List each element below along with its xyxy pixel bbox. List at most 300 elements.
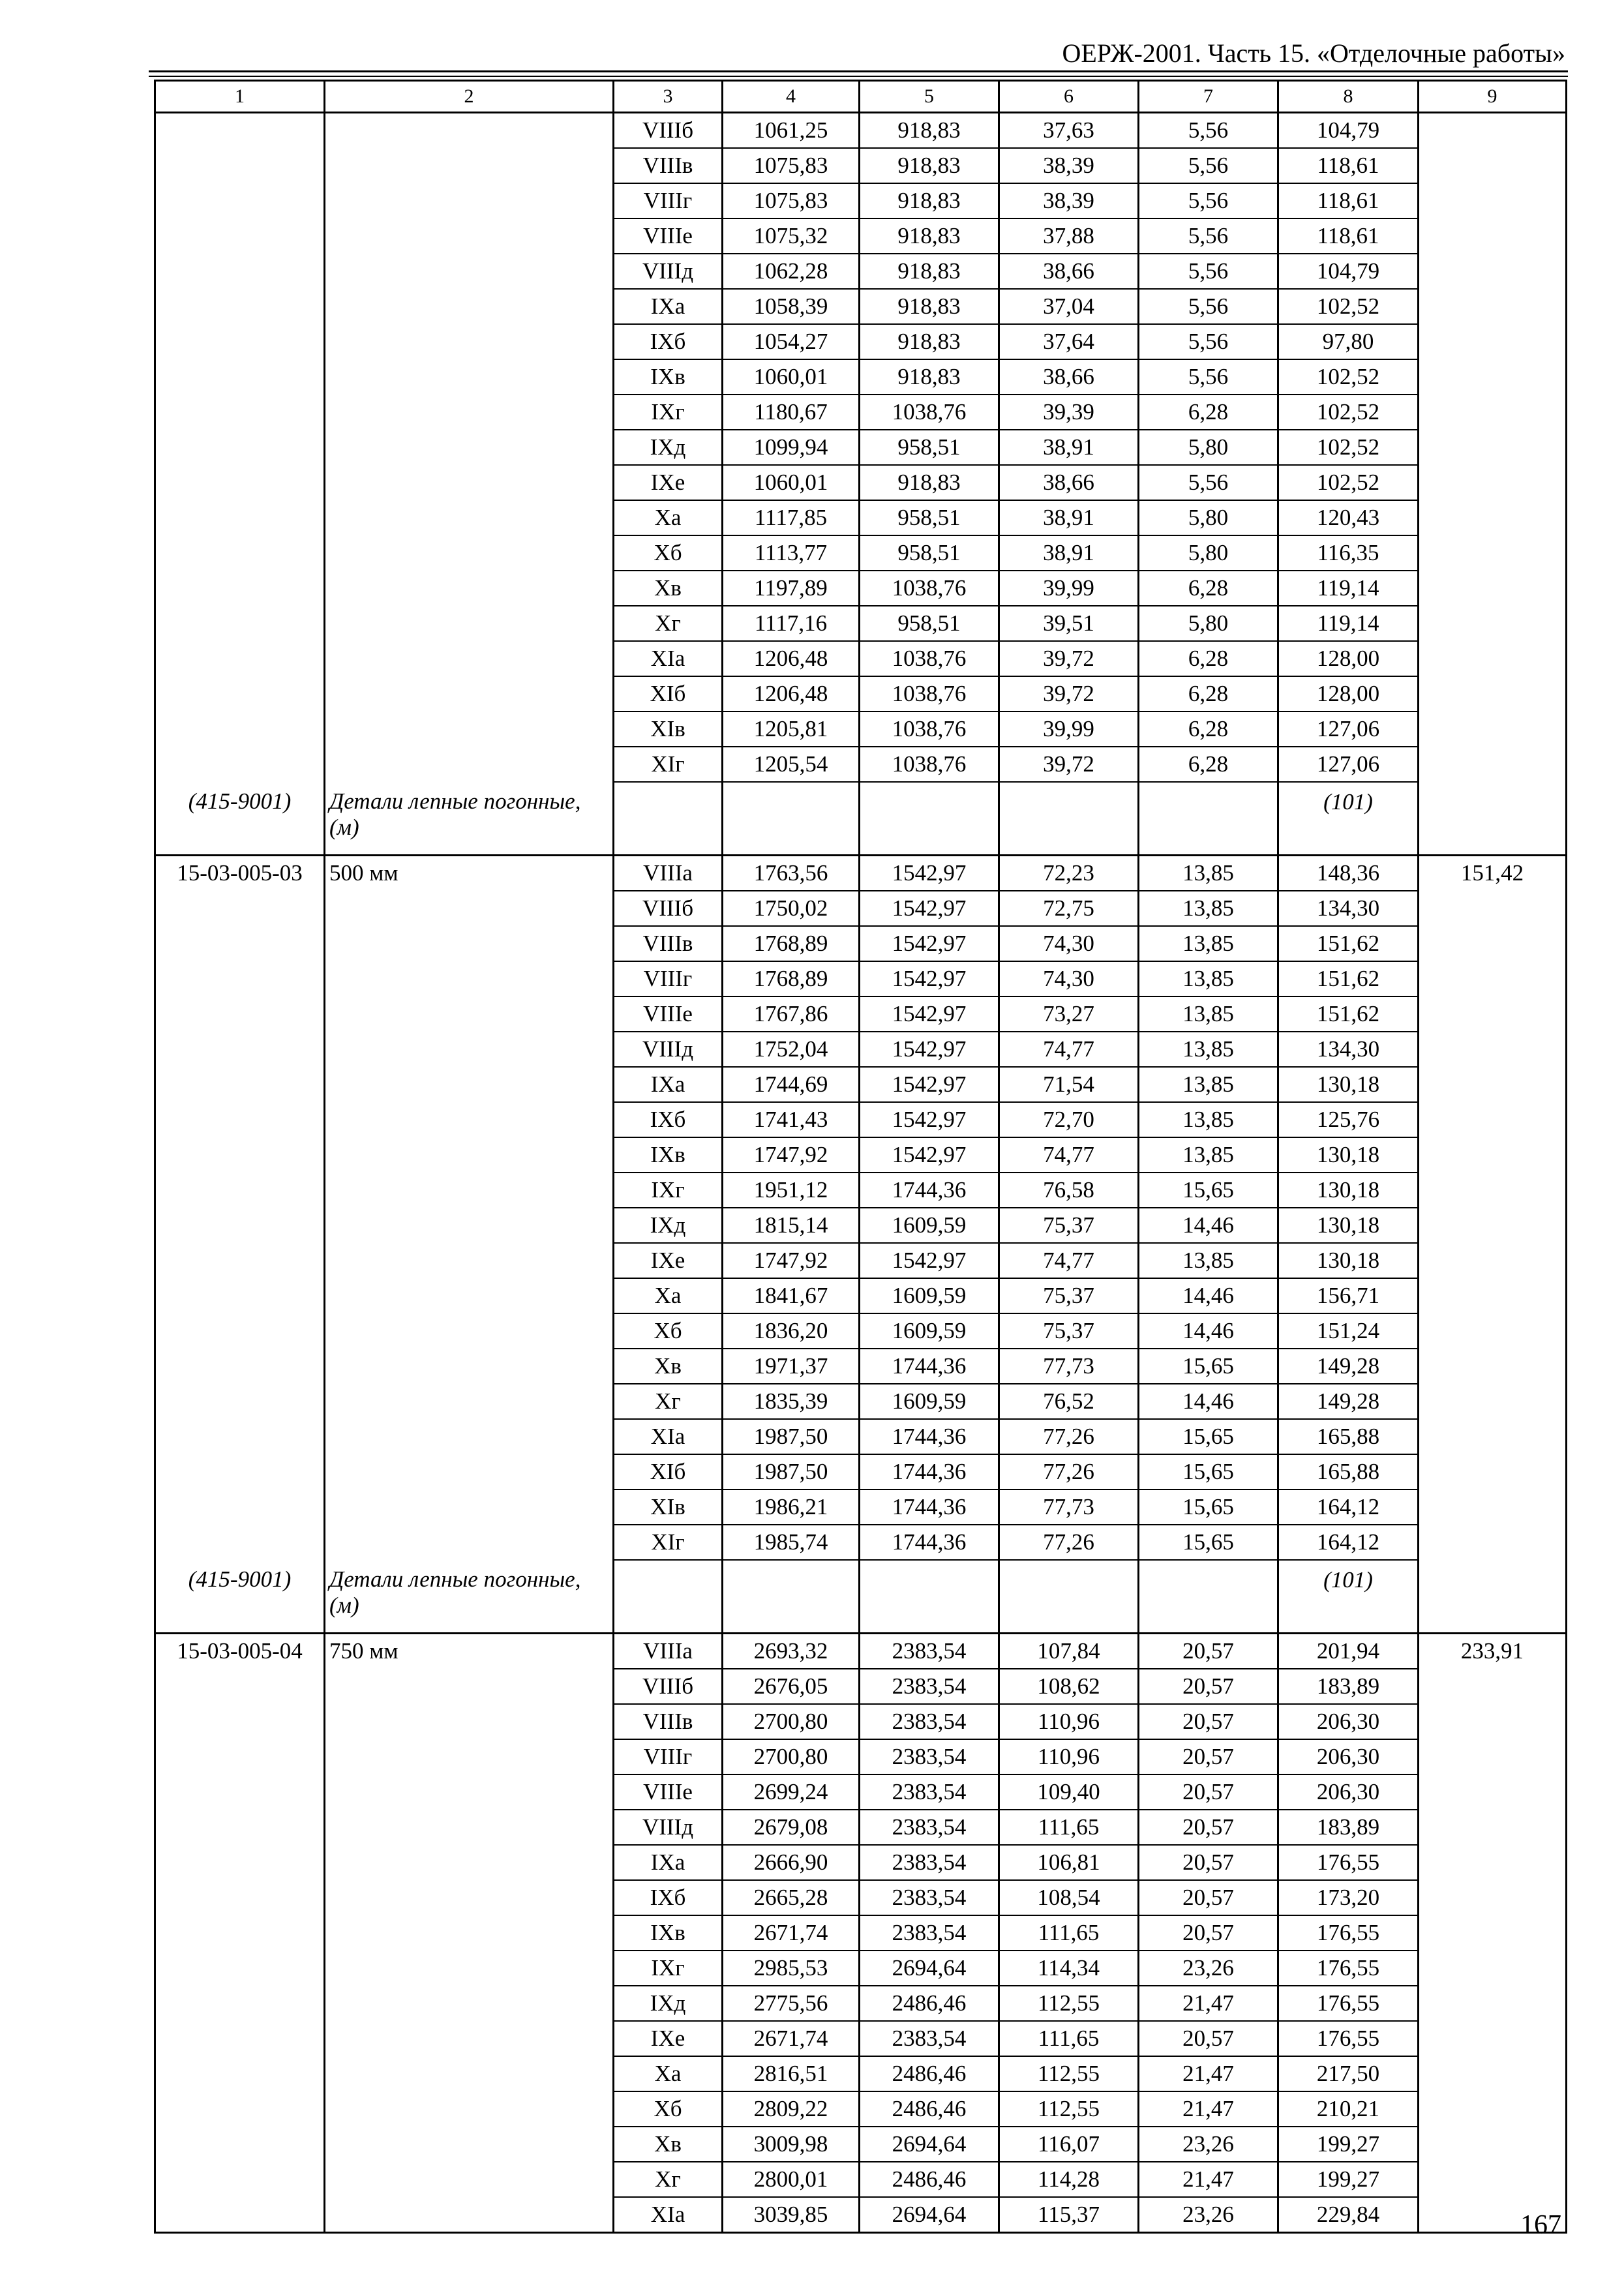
data-cell: 5,56 [1139,324,1278,359]
material-note-row [155,1560,1567,1634]
data-cell: 119,14 [1278,606,1419,641]
table-row [155,500,1567,535]
data-cell: 5,80 [1139,430,1278,465]
data-cell: 2816,51 [723,2056,860,2091]
empty-cell [614,1560,723,1634]
work-name-cell: 500 мм [325,856,614,891]
table-row [155,2091,1567,2127]
data-cell: 5,56 [1139,218,1278,254]
data-cell: 1542,97 [860,1032,999,1067]
total-cell [1419,1349,1567,1384]
data-cell: VIIIа [614,856,723,891]
data-cell: 918,83 [860,289,999,324]
data-cell: 21,47 [1139,2056,1278,2091]
data-cell: 118,61 [1278,183,1419,218]
work-name-cell [325,2021,614,2056]
total-cell [1419,1384,1567,1419]
work-name-cell [325,395,614,430]
data-cell: 1062,28 [723,254,860,289]
rate-code-cell [155,2197,325,2233]
data-cell: 13,85 [1139,1067,1278,1102]
work-name-cell [325,1845,614,1880]
total-cell [1419,606,1567,641]
work-name-cell [325,1986,614,2021]
data-cell: 176,55 [1278,1915,1419,1951]
data-cell: 1075,83 [723,148,860,183]
data-cell: IXд [614,1208,723,1243]
total-cell [1419,641,1567,676]
data-cell: 2671,74 [723,1915,860,1951]
page-number: 167 [1520,2210,1561,2240]
data-cell: 1075,83 [723,183,860,218]
data-cell: Xб [614,1313,723,1349]
data-cell: 229,84 [1278,2197,1419,2233]
data-cell: 958,51 [860,606,999,641]
data-cell: 2671,74 [723,2021,860,2056]
total-cell [1419,1739,1567,1774]
data-cell: 38,39 [999,183,1139,218]
table-row [155,324,1567,359]
data-cell: 38,66 [999,465,1139,500]
rate-code-cell [155,1704,325,1739]
column-header: 3 [614,81,723,113]
empty-cell [860,782,999,856]
work-name-cell [325,2162,614,2197]
data-cell: IXд [614,430,723,465]
work-name-cell [325,1032,614,1067]
material-name-cell: Детали лепные погонные, (м) [325,1560,614,1634]
data-cell: 38,39 [999,148,1139,183]
table-row [155,1704,1567,1739]
material-code-cell: (415-9001) [155,782,325,856]
material-code-cell: (415-9001) [155,1560,325,1634]
data-cell: 206,30 [1278,1704,1419,1739]
total-cell [1419,1915,1567,1951]
work-name-cell [325,926,614,961]
total-cell [1419,2091,1567,2127]
table-row [155,218,1567,254]
data-cell: 199,27 [1278,2162,1419,2197]
total-cell [1419,1986,1567,2021]
material-quantity-cell: (101) [1278,1560,1419,1634]
rate-code-cell [155,324,325,359]
table-row [155,1032,1567,1067]
data-cell: 1060,01 [723,359,860,395]
total-cell [1419,711,1567,747]
empty-cell [723,782,860,856]
data-cell: 2694,64 [860,2197,999,2233]
total-cell [1419,1032,1567,1067]
rate-code-cell [155,1349,325,1384]
data-cell: 176,55 [1278,1845,1419,1880]
data-cell: 5,56 [1139,254,1278,289]
data-cell: 2665,28 [723,1880,860,1915]
data-cell: 77,26 [999,1454,1139,1489]
data-cell: 5,56 [1139,148,1278,183]
data-cell: 13,85 [1139,1137,1278,1173]
total-cell [1419,1774,1567,1810]
column-header: 6 [999,81,1139,113]
data-cell: 1075,32 [723,218,860,254]
empty-cell [999,782,1139,856]
data-cell: 1542,97 [860,926,999,961]
rate-code-cell [155,747,325,782]
data-cell: Xв [614,1349,723,1384]
document-header-title: ОЕРЖ-2001. Часть 15. «Отделочные работы» [1062,38,1565,68]
data-cell: 20,57 [1139,1634,1278,1669]
work-name-cell [325,1774,614,1810]
total-cell [1419,2056,1567,2091]
data-cell: 151,62 [1278,961,1419,996]
data-cell: XIв [614,711,723,747]
rate-code-cell [155,1986,325,2021]
rate-code-cell [155,891,325,926]
rate-code-cell [155,113,325,149]
data-cell: IXе [614,1243,723,1278]
work-name-cell [325,711,614,747]
data-cell: 77,73 [999,1489,1139,1525]
rate-code-cell: 15-03-005-04 [155,1634,325,1669]
data-cell: 74,30 [999,926,1139,961]
data-cell: IXа [614,1067,723,1102]
rate-code-cell [155,711,325,747]
total-cell [1419,996,1567,1032]
data-cell: 20,57 [1139,1739,1278,1774]
data-cell: 75,37 [999,1278,1139,1313]
table-row [155,1173,1567,1208]
column-header: 9 [1419,81,1567,113]
data-cell: 2679,08 [723,1810,860,1845]
table-row [155,1102,1567,1137]
total-cell [1419,1067,1567,1102]
data-cell: 6,28 [1139,676,1278,711]
data-cell: 176,55 [1278,2021,1419,2056]
table-row [155,289,1567,324]
data-cell: 149,28 [1278,1384,1419,1419]
data-cell: 1542,97 [860,891,999,926]
data-cell: 13,85 [1139,961,1278,996]
total-cell [1419,465,1567,500]
data-cell: 201,94 [1278,1634,1419,1669]
table-row [155,535,1567,571]
work-name-cell [325,996,614,1032]
data-cell: 112,55 [999,2091,1139,2127]
table-row [155,1278,1567,1313]
data-cell: 1744,36 [860,1454,999,1489]
data-cell: 2666,90 [723,1845,860,1880]
data-cell: XIб [614,676,723,711]
rate-code-cell [155,1774,325,1810]
data-cell: 176,55 [1278,1951,1419,1986]
work-name-cell [325,1951,614,1986]
data-cell: 2676,05 [723,1669,860,1704]
data-cell: 1180,67 [723,395,860,430]
data-cell: 958,51 [860,500,999,535]
table-row [155,1137,1567,1173]
data-cell: 2694,64 [860,2127,999,2162]
data-cell: VIIIа [614,1634,723,1669]
data-cell: 1768,89 [723,926,860,961]
table-row [155,395,1567,430]
rate-code-cell [155,1915,325,1951]
data-cell: 918,83 [860,218,999,254]
data-cell: 14,46 [1139,1278,1278,1313]
total-cell [1419,535,1567,571]
data-cell: 2383,54 [860,1739,999,1774]
data-cell: 1986,21 [723,1489,860,1525]
total-cell [1419,891,1567,926]
rate-code-cell [155,1525,325,1560]
total-cell [1419,289,1567,324]
rate-code-cell [155,465,325,500]
data-cell: 1117,16 [723,606,860,641]
total-cell [1419,1845,1567,1880]
data-cell: 2383,54 [860,2021,999,2056]
empty-cell [999,1560,1139,1634]
data-cell: IXг [614,1951,723,1986]
data-cell: IXе [614,465,723,500]
data-cell: 2700,80 [723,1739,860,1774]
table-row [155,2127,1567,2162]
data-cell: 1038,76 [860,395,999,430]
table-row [155,1489,1567,1525]
work-name-cell [325,1810,614,1845]
work-name-cell [325,2056,614,2091]
data-cell: 1038,76 [860,711,999,747]
data-cell: 3009,98 [723,2127,860,2162]
work-name-cell [325,500,614,535]
data-cell: XIа [614,2197,723,2233]
empty-cell [1419,782,1567,856]
total-cell [1419,1454,1567,1489]
total-cell [1419,500,1567,535]
data-cell: 39,72 [999,676,1139,711]
total-cell [1419,926,1567,961]
table-row [155,926,1567,961]
data-cell: 1987,50 [723,1419,860,1454]
header-rule-secondary [149,76,1568,77]
data-cell: 74,77 [999,1243,1139,1278]
data-cell: Xб [614,535,723,571]
data-cell: 114,34 [999,1951,1139,1986]
rate-code-cell [155,2162,325,2197]
data-cell: 111,65 [999,1810,1139,1845]
data-cell: 116,35 [1278,535,1419,571]
total-cell [1419,1243,1567,1278]
data-cell: 128,00 [1278,641,1419,676]
total-cell [1419,1278,1567,1313]
table-row [155,1243,1567,1278]
data-cell: 165,88 [1278,1454,1419,1489]
data-cell: 1747,92 [723,1137,860,1173]
total-cell [1419,961,1567,996]
total-cell [1419,1489,1567,1525]
total-cell: 151,42 [1419,856,1567,891]
data-cell: 14,46 [1139,1208,1278,1243]
table-row [155,1845,1567,1880]
data-cell: 2694,64 [860,1951,999,1986]
column-header: 4 [723,81,860,113]
data-cell: 918,83 [860,254,999,289]
data-cell: 72,23 [999,856,1139,891]
table-row [155,359,1567,395]
data-cell: 75,37 [999,1313,1139,1349]
data-cell: IXг [614,395,723,430]
rate-code-cell [155,430,325,465]
total-cell [1419,430,1567,465]
data-cell: 77,73 [999,1349,1139,1384]
work-name-cell [325,1243,614,1278]
total-cell [1419,148,1567,183]
total-cell [1419,254,1567,289]
empty-cell [723,1560,860,1634]
work-name-cell [325,747,614,782]
data-cell: 128,00 [1278,676,1419,711]
rate-code-cell [155,1845,325,1880]
data-cell: 104,79 [1278,254,1419,289]
empty-cell [860,1560,999,1634]
data-cell: 1117,85 [723,500,860,535]
data-cell: 20,57 [1139,1669,1278,1704]
table-row [155,2021,1567,2056]
data-cell: 2800,01 [723,2162,860,2197]
data-cell: 164,12 [1278,1525,1419,1560]
rate-code-cell [155,2056,325,2091]
work-name-cell [325,218,614,254]
rate-code-cell [155,1880,325,1915]
data-cell: 13,85 [1139,1032,1278,1067]
data-cell: 6,28 [1139,395,1278,430]
data-cell: 2383,54 [860,1669,999,1704]
table-row [155,961,1567,996]
total-cell [1419,1669,1567,1704]
data-cell: 72,70 [999,1102,1139,1137]
rates-table [154,80,1567,2234]
table-row [155,1067,1567,1102]
data-cell: 1744,36 [860,1525,999,1560]
work-name-cell [325,1489,614,1525]
data-cell: 1609,59 [860,1208,999,1243]
rate-code-cell [155,1137,325,1173]
data-cell: 23,26 [1139,2127,1278,2162]
data-cell: 108,62 [999,1669,1139,1704]
work-name-cell [325,1102,614,1137]
data-cell: 109,40 [999,1774,1139,1810]
rate-code-cell [155,1173,325,1208]
rate-code-cell [155,218,325,254]
work-name-cell [325,2197,614,2233]
data-cell: 210,21 [1278,2091,1419,2127]
data-cell: 165,88 [1278,1419,1419,1454]
data-cell: XIв [614,1489,723,1525]
data-cell: 199,27 [1278,2127,1419,2162]
data-cell: Xг [614,2162,723,2197]
data-cell: 39,72 [999,747,1139,782]
data-cell: 6,28 [1139,711,1278,747]
data-cell: IXг [614,1173,723,1208]
data-cell: 1767,86 [723,996,860,1032]
data-cell: 13,85 [1139,926,1278,961]
data-cell: 1099,94 [723,430,860,465]
data-cell: 1987,50 [723,1454,860,1489]
data-cell: 1744,36 [860,1419,999,1454]
data-cell: 130,18 [1278,1243,1419,1278]
data-cell: Xг [614,1384,723,1419]
data-cell: VIIIг [614,1739,723,1774]
work-name-cell [325,1704,614,1739]
data-cell: 918,83 [860,113,999,149]
data-cell: 130,18 [1278,1173,1419,1208]
data-cell: Xб [614,2091,723,2127]
table-row [155,747,1567,782]
work-name-cell: 750 мм [325,1634,614,1669]
work-name-cell [325,1384,614,1419]
data-cell: 38,91 [999,535,1139,571]
data-cell: 1744,36 [860,1173,999,1208]
data-cell: VIIIе [614,1774,723,1810]
work-name-cell [325,961,614,996]
rate-code-cell [155,1454,325,1489]
work-name-cell [325,465,614,500]
data-cell: 102,52 [1278,359,1419,395]
data-cell: 15,65 [1139,1419,1278,1454]
data-cell: VIIIд [614,254,723,289]
data-cell: 15,65 [1139,1454,1278,1489]
work-name-cell [325,1669,614,1704]
work-name-cell [325,1419,614,1454]
data-cell: 38,66 [999,254,1139,289]
data-cell: 74,77 [999,1137,1139,1173]
data-cell: 5,56 [1139,289,1278,324]
data-cell: VIIIд [614,1810,723,1845]
data-cell: 2486,46 [860,2056,999,2091]
data-cell: XIг [614,1525,723,1560]
header-rule [149,70,1568,72]
data-cell: 134,30 [1278,1032,1419,1067]
rate-code-cell [155,2091,325,2127]
total-cell [1419,113,1567,149]
column-header: 1 [155,81,325,113]
data-cell: 1609,59 [860,1384,999,1419]
data-cell: 1542,97 [860,1067,999,1102]
rate-code-cell [155,183,325,218]
rate-code-cell [155,1208,325,1243]
total-cell [1419,395,1567,430]
data-cell: IXб [614,1880,723,1915]
data-cell: 183,89 [1278,1669,1419,1704]
table-row [155,430,1567,465]
data-cell: 1054,27 [723,324,860,359]
work-name-cell [325,571,614,606]
data-cell: 23,26 [1139,2197,1278,2233]
table-row [155,2197,1567,2233]
table-row [155,254,1567,289]
data-cell: 1985,74 [723,1525,860,1560]
data-cell: VIIIг [614,183,723,218]
total-cell [1419,218,1567,254]
work-name-cell [325,1208,614,1243]
data-cell: 918,83 [860,359,999,395]
data-cell: 97,80 [1278,324,1419,359]
table-row [155,996,1567,1032]
data-cell: 77,26 [999,1525,1139,1560]
work-name-cell [325,254,614,289]
data-cell: 6,28 [1139,641,1278,676]
empty-cell [1139,782,1278,856]
total-cell [1419,2021,1567,2056]
data-cell: 127,06 [1278,711,1419,747]
data-cell: 20,57 [1139,1810,1278,1845]
